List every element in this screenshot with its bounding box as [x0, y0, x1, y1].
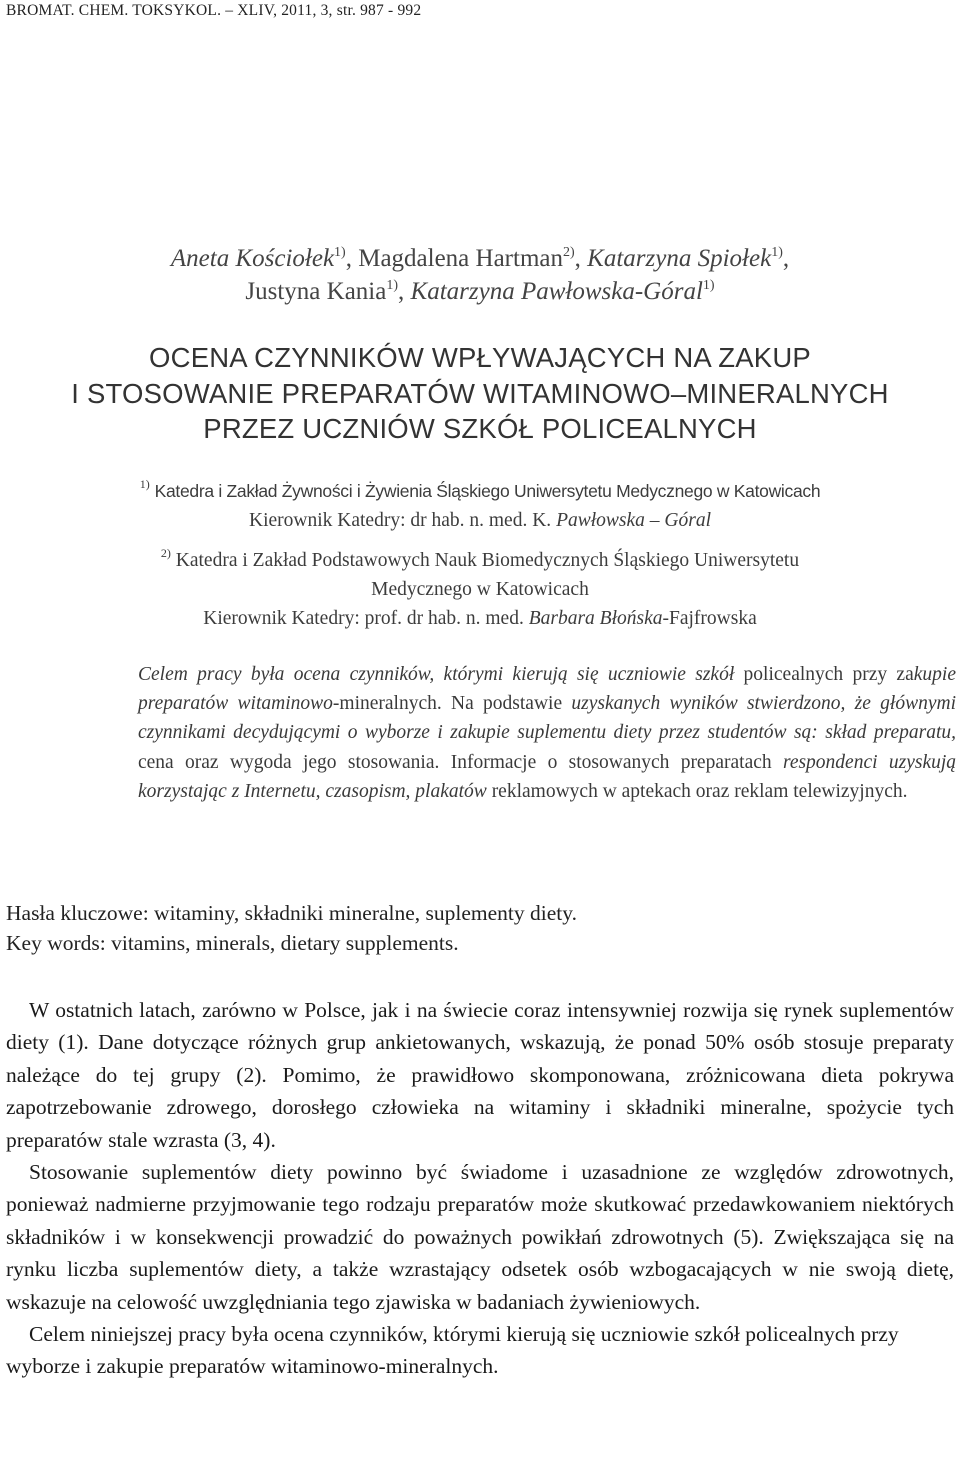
title-line: PRZEZ UCZNIÓW SZKÓŁ POLICEALNYCH: [203, 413, 757, 444]
abstract-fragment: respondenci uzyskują korzystając z Internetu, czasopism, plakatów: [138, 751, 957, 802]
body-text: [6, 994, 954, 1383]
abstract-fragment: policealnych przy za: [743, 664, 914, 685]
affiliation-unit-cont: Medycznego w Katowicach: [371, 579, 589, 600]
title-line: I STOSOWANIE PREPARATÓW WITAMINOWO–MINERALNYCH: [71, 377, 889, 409]
author-list: [0, 242, 960, 308]
author-name: Katarzyna Spiołek: [587, 245, 772, 272]
abstract-fragment: uzyskanych wyników stwierdzono, że głównymi czynnikami decydującymi o wyborze i zakupie suplementu diety przez studentów są: skład preparatu,: [138, 693, 957, 744]
head-prefix: Kierownik Katedry: prof. dr hab. n. med.: [203, 608, 524, 629]
separator: ,: [574, 245, 588, 272]
abstract: [138, 660, 956, 806]
separator: ,: [398, 278, 411, 305]
affiliation-mark: 2): [563, 245, 575, 260]
abstract-text: [138, 660, 956, 806]
affiliation-mark: 1): [334, 245, 346, 260]
running-head: BROMAT. CHEM. TOKSYKOL. – XLIV, 2011, 3, str. 987 - 992: [6, 2, 422, 19]
author-name: Katarzyna Pawłowska-Góral: [410, 278, 703, 305]
affiliation-head: [0, 506, 960, 535]
body-paragraph: Celem niniejszej pracy była ocena czynników, którymi kierują się uczniowie szkół policealnych przy wyborze i zakupie preparatów witaminowo-mineralnych.: [6, 1322, 899, 1379]
affiliation-mark: 1): [386, 278, 399, 293]
author-line-1: [0, 242, 960, 275]
keywords-english: Key words: vitamins, minerals, dietary supplements.: [6, 931, 459, 955]
abstract-fragment: Celem pracy była ocena czynników, którymi kierują się uczniowie szkół: [138, 664, 735, 685]
head-name: Pawłowska – Góral: [556, 510, 711, 531]
author-line-2: [0, 275, 960, 308]
abstract-fragment: -mineralnych.: [332, 693, 442, 715]
affiliation-head: [0, 604, 960, 633]
body-paragraph: Stosowanie suplementów diety powinno być świadome i uzasadnione ze względów zdrowotnych, ponieważ nadmierne przyjmowanie tego rodzaju preparatów może skutkować przedawkowaniem niektórych składników i w konsekwencji prowadzić do poważnych powikłań zdrowotnych (5). Zwiększająca się na rynku liczba suplementów diety, a także wzrastający odsetek osób wzbogacających w nie swoją dietę, wskazuje na celowość uwzględniania tego zjawiska w badaniach żywieniowych.: [6, 1160, 954, 1314]
body-paragraph: W ostatnich latach, zarówno w Polsce, jak i na świecie coraz intensywniej rozwija się rynek suplementów diety (1). Dane dotyczące różnych grup ankietowanych, wskazują, że ponad 50% osób stosuje preparaty należące do tej grupy (2). Pomimo, że prawidłowo skomponowana, zróżnicowana dieta pokrywa zapotrzebowanie zdrowego, dorosłego człowieka na witaminy i składniki mineralne, spożycie tych preparatów stale wzrasta (3, 4).: [6, 998, 954, 1152]
head-name: Barbara Błońska: [528, 608, 663, 629]
abstract-fragment: cena oraz wygoda jego stosowania.: [138, 751, 440, 773]
abstract-fragment: Na podstawie: [451, 693, 563, 715]
author-name: Magdalena Hartman: [358, 245, 563, 272]
abstract-fragment: Informacje o stosowanych preparatach: [450, 751, 772, 773]
abstract-fragment: reklamowych w aptekach oraz reklam telewizyjnych.: [491, 780, 908, 802]
affiliation-unit: [0, 546, 960, 575]
affiliation-mark: 1): [702, 278, 715, 293]
separator: ,: [345, 245, 359, 272]
separator: ,: [782, 245, 790, 272]
author-name: Aneta Kościołek: [170, 245, 335, 272]
affiliation-mark: 2): [160, 546, 171, 560]
abstract-fragment: kupie preparatów witaminowo: [138, 664, 956, 715]
head-name-rest: -Fajfrowska: [662, 608, 757, 629]
keywords-polish: Hasła kluczowe: witaminy, składniki mineralne, suplementy diety.: [6, 901, 577, 925]
affiliation-unit-text: Katedra i Zakład Żywności i Żywienia Śląskiego Uniwersytetu Medycznego w Katowicach: [154, 481, 821, 501]
article-title: [0, 340, 960, 447]
author-name: Justyna Kania: [245, 278, 387, 305]
title-line: OCENA CZYNNIKÓW WPŁYWAJĄCYCH NA ZAKUP: [149, 342, 811, 373]
affiliation-1: [0, 477, 960, 535]
head-prefix: Kierownik Katedry: dr hab. n. med. K.: [249, 510, 552, 531]
affiliation-unit-text: Katedra i Zakład Podstawowych Nauk Biomedycznych Śląskiego Uniwersytetu: [175, 550, 800, 571]
affiliation-2: [0, 546, 960, 633]
affiliation-mark: 1): [771, 245, 783, 260]
affiliation-mark: 1): [139, 477, 150, 491]
affiliation-unit: [0, 477, 960, 506]
